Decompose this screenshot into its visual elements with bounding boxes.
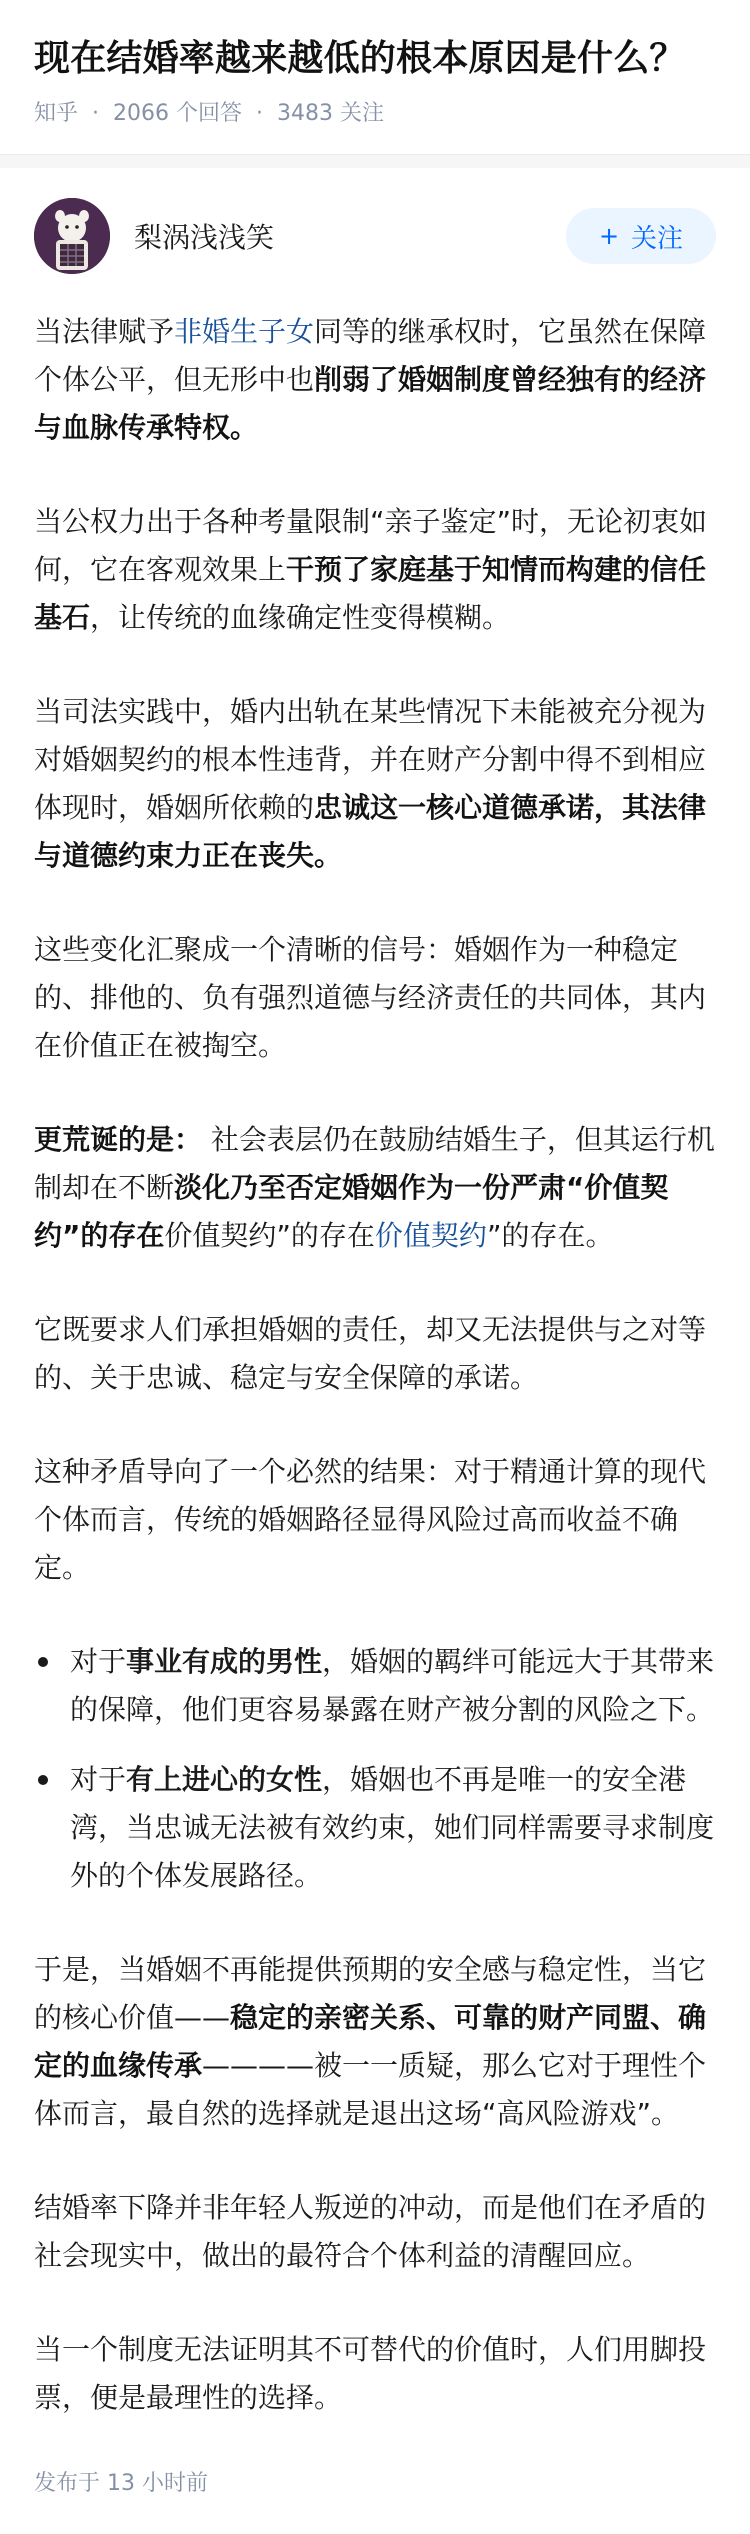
plus-icon: + — [598, 222, 620, 250]
text-segment: 当一个制度无法证明其不可替代的价值时，人们用脚投票，便是最理性的选择。 — [34, 2333, 707, 2414]
text-segment: ，让传统的血缘确定性变得模糊。 — [90, 601, 511, 634]
paragraph — [34, 1448, 716, 1592]
paragraph — [34, 926, 716, 1070]
text-segment: 社会表层仍在鼓励结婚生子，但其运行机制却在不断 — [34, 1123, 715, 1204]
paragraph — [34, 1946, 716, 2138]
text-segment: ，婚姻也不再是唯一的安全港湾，当忠诚无法被有效约束，她们同样需要寻求制度外的个体发展路径。 — [70, 1763, 715, 1892]
text-segment: 这些变化汇聚成一个清晰的信号：婚姻作为一种稳定的、排他的、负有强烈道德与经济责任的共同体，其内在价值正在被掏空。 — [34, 933, 707, 1062]
follow-label: 关注 — [631, 223, 684, 254]
text-segment: 对于 — [70, 1763, 127, 1796]
list-item — [34, 1638, 716, 1734]
text-segment: 对于 — [70, 1645, 127, 1678]
avatar[interactable] — [34, 198, 110, 274]
publish-time: 发布于 13 小时前 — [34, 2471, 208, 2496]
text-segment: 它既要求人们承担婚姻的责任，却又无法提供与之对等的、关于忠诚、稳定与安全保障的承诺。 — [34, 1313, 707, 1394]
bold-text: 更荒诞的是： — [34, 1123, 203, 1156]
text-segment: 同等的继承权时，它虽然在保障个体公平，但无形中也 — [34, 315, 707, 396]
question-title[interactable]: 现在结婚率越来越低的根本原因是什么？ — [34, 38, 686, 79]
text-segment: 结婚率下降并非年轻人叛逆的冲动，而是他们在矛盾的社会现实中，做出的最符合个体利益的清醒回应。 — [34, 2191, 707, 2272]
bold-text: 忠诚这一核心道德承诺，其法律与道德约束力正在丧失。 — [34, 791, 707, 872]
bold-text: 干预了家庭基于知情而构建的信任基石 — [34, 553, 707, 634]
inline-link[interactable]: 非婚生子女 — [174, 315, 315, 348]
author-row — [0, 168, 750, 278]
paragraph — [34, 688, 716, 880]
text-segment: 这种矛盾导向了一个必然的结果：对于精通计算的现代个体而言，传统的婚姻路径显得风险过高而收益不确定。 — [34, 1455, 707, 1584]
bullet-list — [34, 1638, 716, 1900]
source-label: 知乎 — [34, 101, 79, 126]
text-segment: 当司法实践中，婚内出轨在某些情况下未能被充分视为对婚姻契约的根本性违背，并在财产分割中得不到相应体现时，婚姻所依赖的 — [34, 695, 707, 824]
paragraph — [34, 498, 716, 642]
paragraph — [34, 1306, 716, 1402]
text-segment: 价值契约”的存在 — [164, 1219, 375, 1252]
meta-separator: · — [92, 101, 100, 126]
answer-count[interactable]: 2066 个回答 — [113, 101, 242, 126]
paragraph — [34, 2326, 716, 2422]
bold-text: 稳定的亲密关系、可靠的财产同盟、确定的血缘传承 — [34, 2001, 707, 2082]
bold-text: 事业有成的男性 — [126, 1645, 323, 1678]
paragraph — [34, 308, 716, 452]
meta-separator: · — [256, 101, 263, 126]
question-meta — [34, 98, 716, 130]
text-segment: ，婚姻的羁绊可能远大于其带来的保障，他们更容易暴露在财产被分割的风险之下。 — [70, 1645, 715, 1726]
avatar-image — [34, 198, 110, 274]
bold-text: 有上进心的女性 — [126, 1763, 323, 1796]
author-name[interactable]: 梨涡浅浅笑 — [134, 221, 275, 254]
paragraph — [34, 1116, 716, 1260]
follower-count[interactable]: 3483 关注 — [277, 101, 384, 126]
text-segment: ”的存在。 — [486, 1219, 614, 1252]
list-item — [34, 1756, 716, 1900]
question-header — [0, 0, 750, 130]
follow-button[interactable] — [566, 208, 716, 264]
author-info[interactable] — [34, 198, 274, 274]
text-segment: 当法律赋予 — [34, 315, 175, 348]
section-divider — [0, 154, 750, 168]
text-segment: ————被一一质疑，那么它对于理性个体而言，最自然的选择就是退出这场“高风险游戏”。 — [34, 2049, 707, 2130]
paragraph — [34, 2184, 716, 2280]
inline-link[interactable]: 价值契约 — [374, 1219, 487, 1252]
bold-text: 淡化乃至否定婚姻作为一份严肃“价值契约”的存在 — [34, 1171, 669, 1252]
answer-content — [0, 278, 750, 2422]
text-segment: 当公权力出于各种考量限制“亲子鉴定”时，无论初衷如何，它在客观效果上 — [34, 505, 708, 586]
text-segment: 于是，当婚姻不再能提供预期的安全感与稳定性，当它的核心价值—— — [34, 1953, 707, 2034]
bold-text: 削弱了婚姻制度曾经独有的经济与血脉传承特权。 — [34, 363, 707, 444]
